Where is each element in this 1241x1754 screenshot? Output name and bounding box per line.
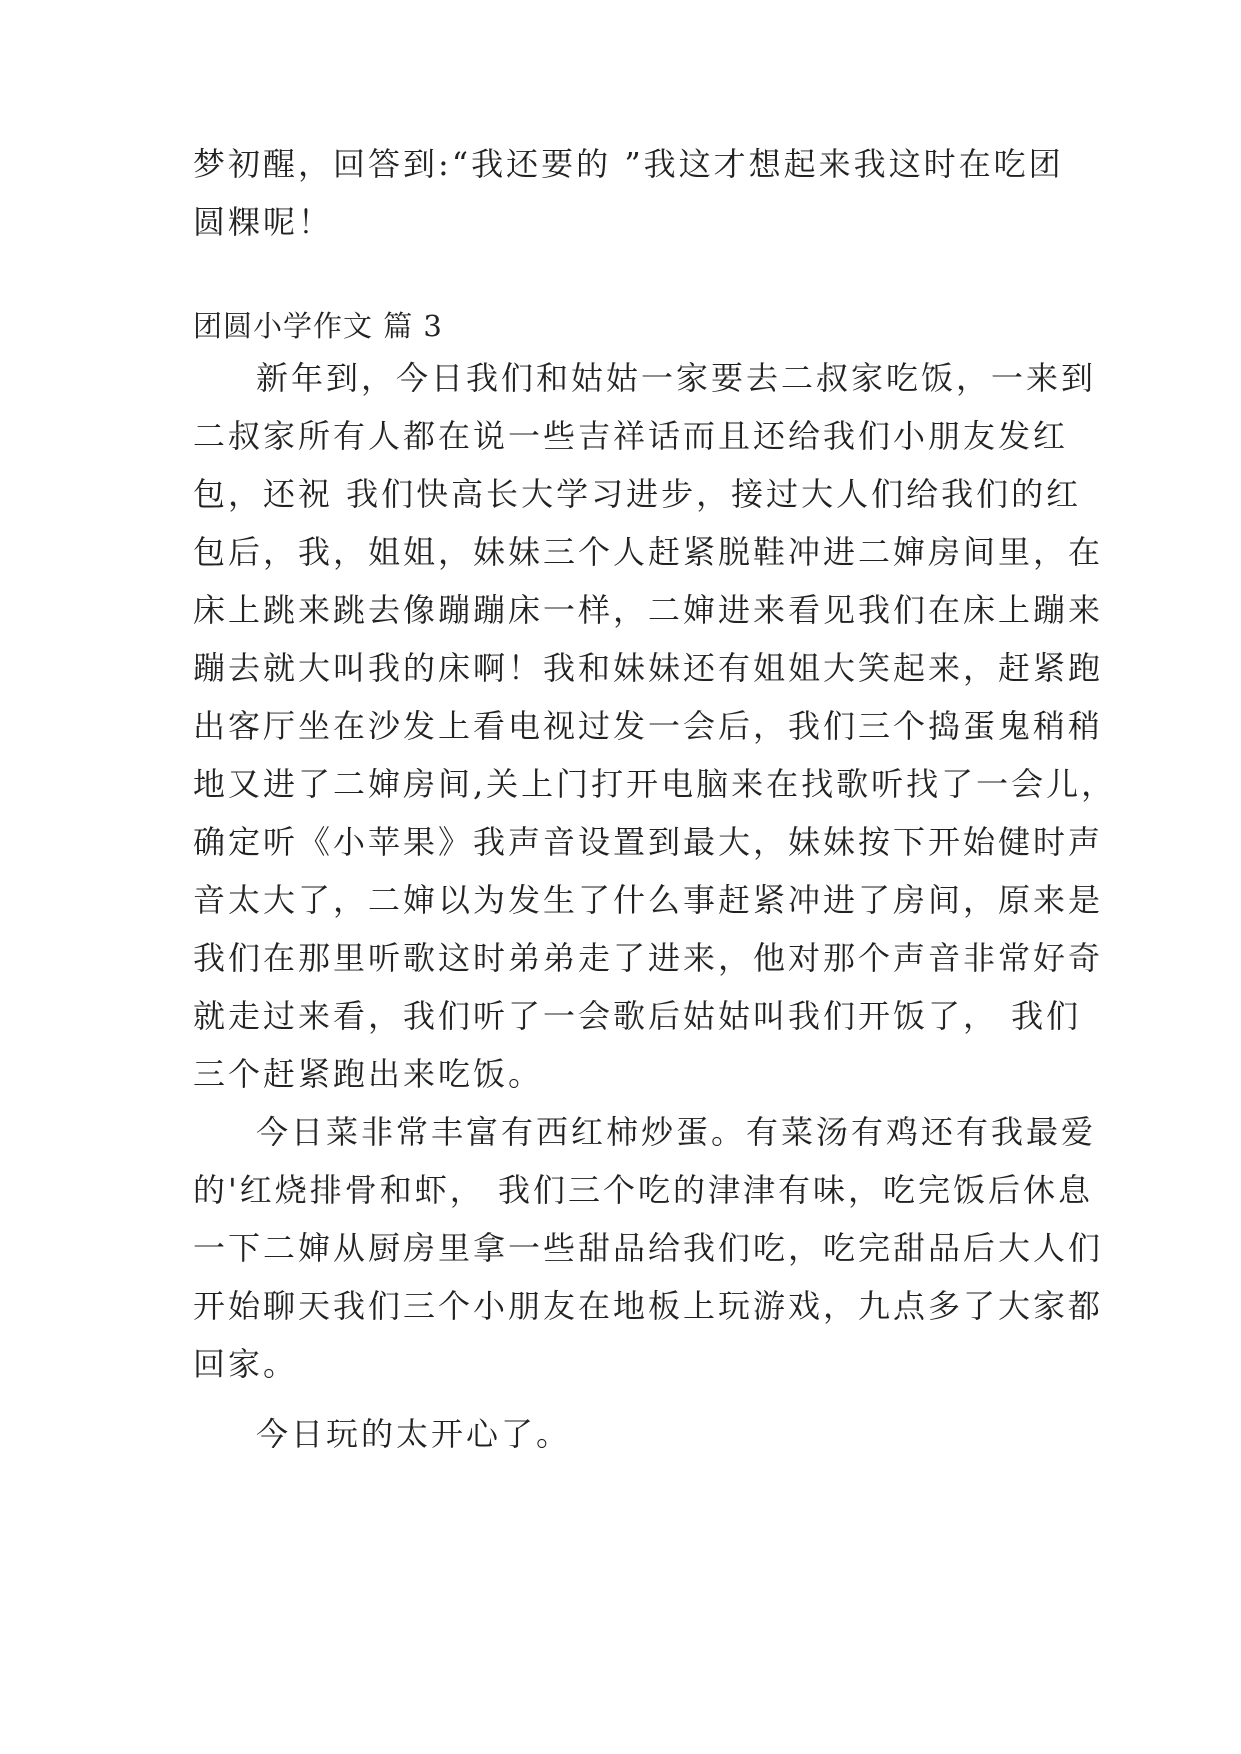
intro-line-2: 圆粿呢！ <box>193 203 334 241</box>
paragraph1-line-3: 包，还祝 我们快高长大学习进步，接过大人们给我们的红 <box>193 475 1082 513</box>
paragraph1-line-7: 出客厅坐在沙发上看电视过发一会后，我们三个捣蛋鬼稍稍 <box>193 707 1104 745</box>
paragraph1-line-9: 确定听《小苹果》我声音设置到最大，妹妹按下开始健时声 <box>193 823 1104 861</box>
paragraph1-line-6: 蹦去就大叫我的床啊！我和妹妹还有姐姐大笑起来，赶紧跑 <box>193 649 1104 687</box>
paragraph2-line-1: 今日菜非常丰富有西红柿炒蛋。有菜汤有鸡还有我最爱 <box>256 1113 1097 1151</box>
paragraph1-line-8: 地又进了二婶房间,关上门打开电脑来在找歌听找了一会儿， <box>193 765 1117 803</box>
paragraph3-line-1: 今日玩的太开心了。 <box>256 1415 572 1453</box>
paragraph1-line-5: 床上跳来跳去像蹦蹦床一样，二婶进来看见我们在床上蹦来 <box>193 591 1104 629</box>
paragraph1-line-4: 包后，我，姐姐，妹妹三个人赶紧脱鞋冲进二婶房间里，在 <box>193 533 1104 571</box>
paragraph1-line-12: 就走过来看，我们听了一会歌后姑姑叫我们开饭了， 我们 <box>193 997 1082 1035</box>
paragraph2-line-5: 回家。 <box>193 1345 299 1383</box>
section-title: 团圆小学作文 篇 3 <box>193 309 443 343</box>
intro-line-1: 梦初醒，回答到:“我还要的 ”我这才想起来我这时在吃团 <box>193 145 1064 183</box>
paragraph2-line-2: 的'红烧排骨和虾， 我们三个吃的津津有味，吃完饭后休息 <box>193 1171 1093 1209</box>
paragraph1-line-10: 音太大了，二婶以为发生了什么事赶紧冲进了房间，原来是 <box>193 881 1104 919</box>
paragraph1-line-13: 三个赶紧跑出来吃饭。 <box>193 1055 544 1093</box>
paragraph1-line-1: 新年到，今日我们和姑姑一家要去二叔家吃饭，一来到 <box>256 359 1097 397</box>
paragraph1-line-2: 二叔家所有人都在说一些吉祥话而且还给我们小朋友发红 <box>193 417 1069 455</box>
paragraph2-line-3: 一下二婶从厨房里拿一些甜品给我们吃，吃完甜品后大人们 <box>193 1229 1104 1267</box>
paragraph1-line-11: 我们在那里听歌这时弟弟走了进来，他对那个声音非常好奇 <box>193 939 1104 977</box>
paragraph2-line-4: 开始聊天我们三个小朋友在地板上玩游戏，九点多了大家都 <box>193 1287 1104 1325</box>
